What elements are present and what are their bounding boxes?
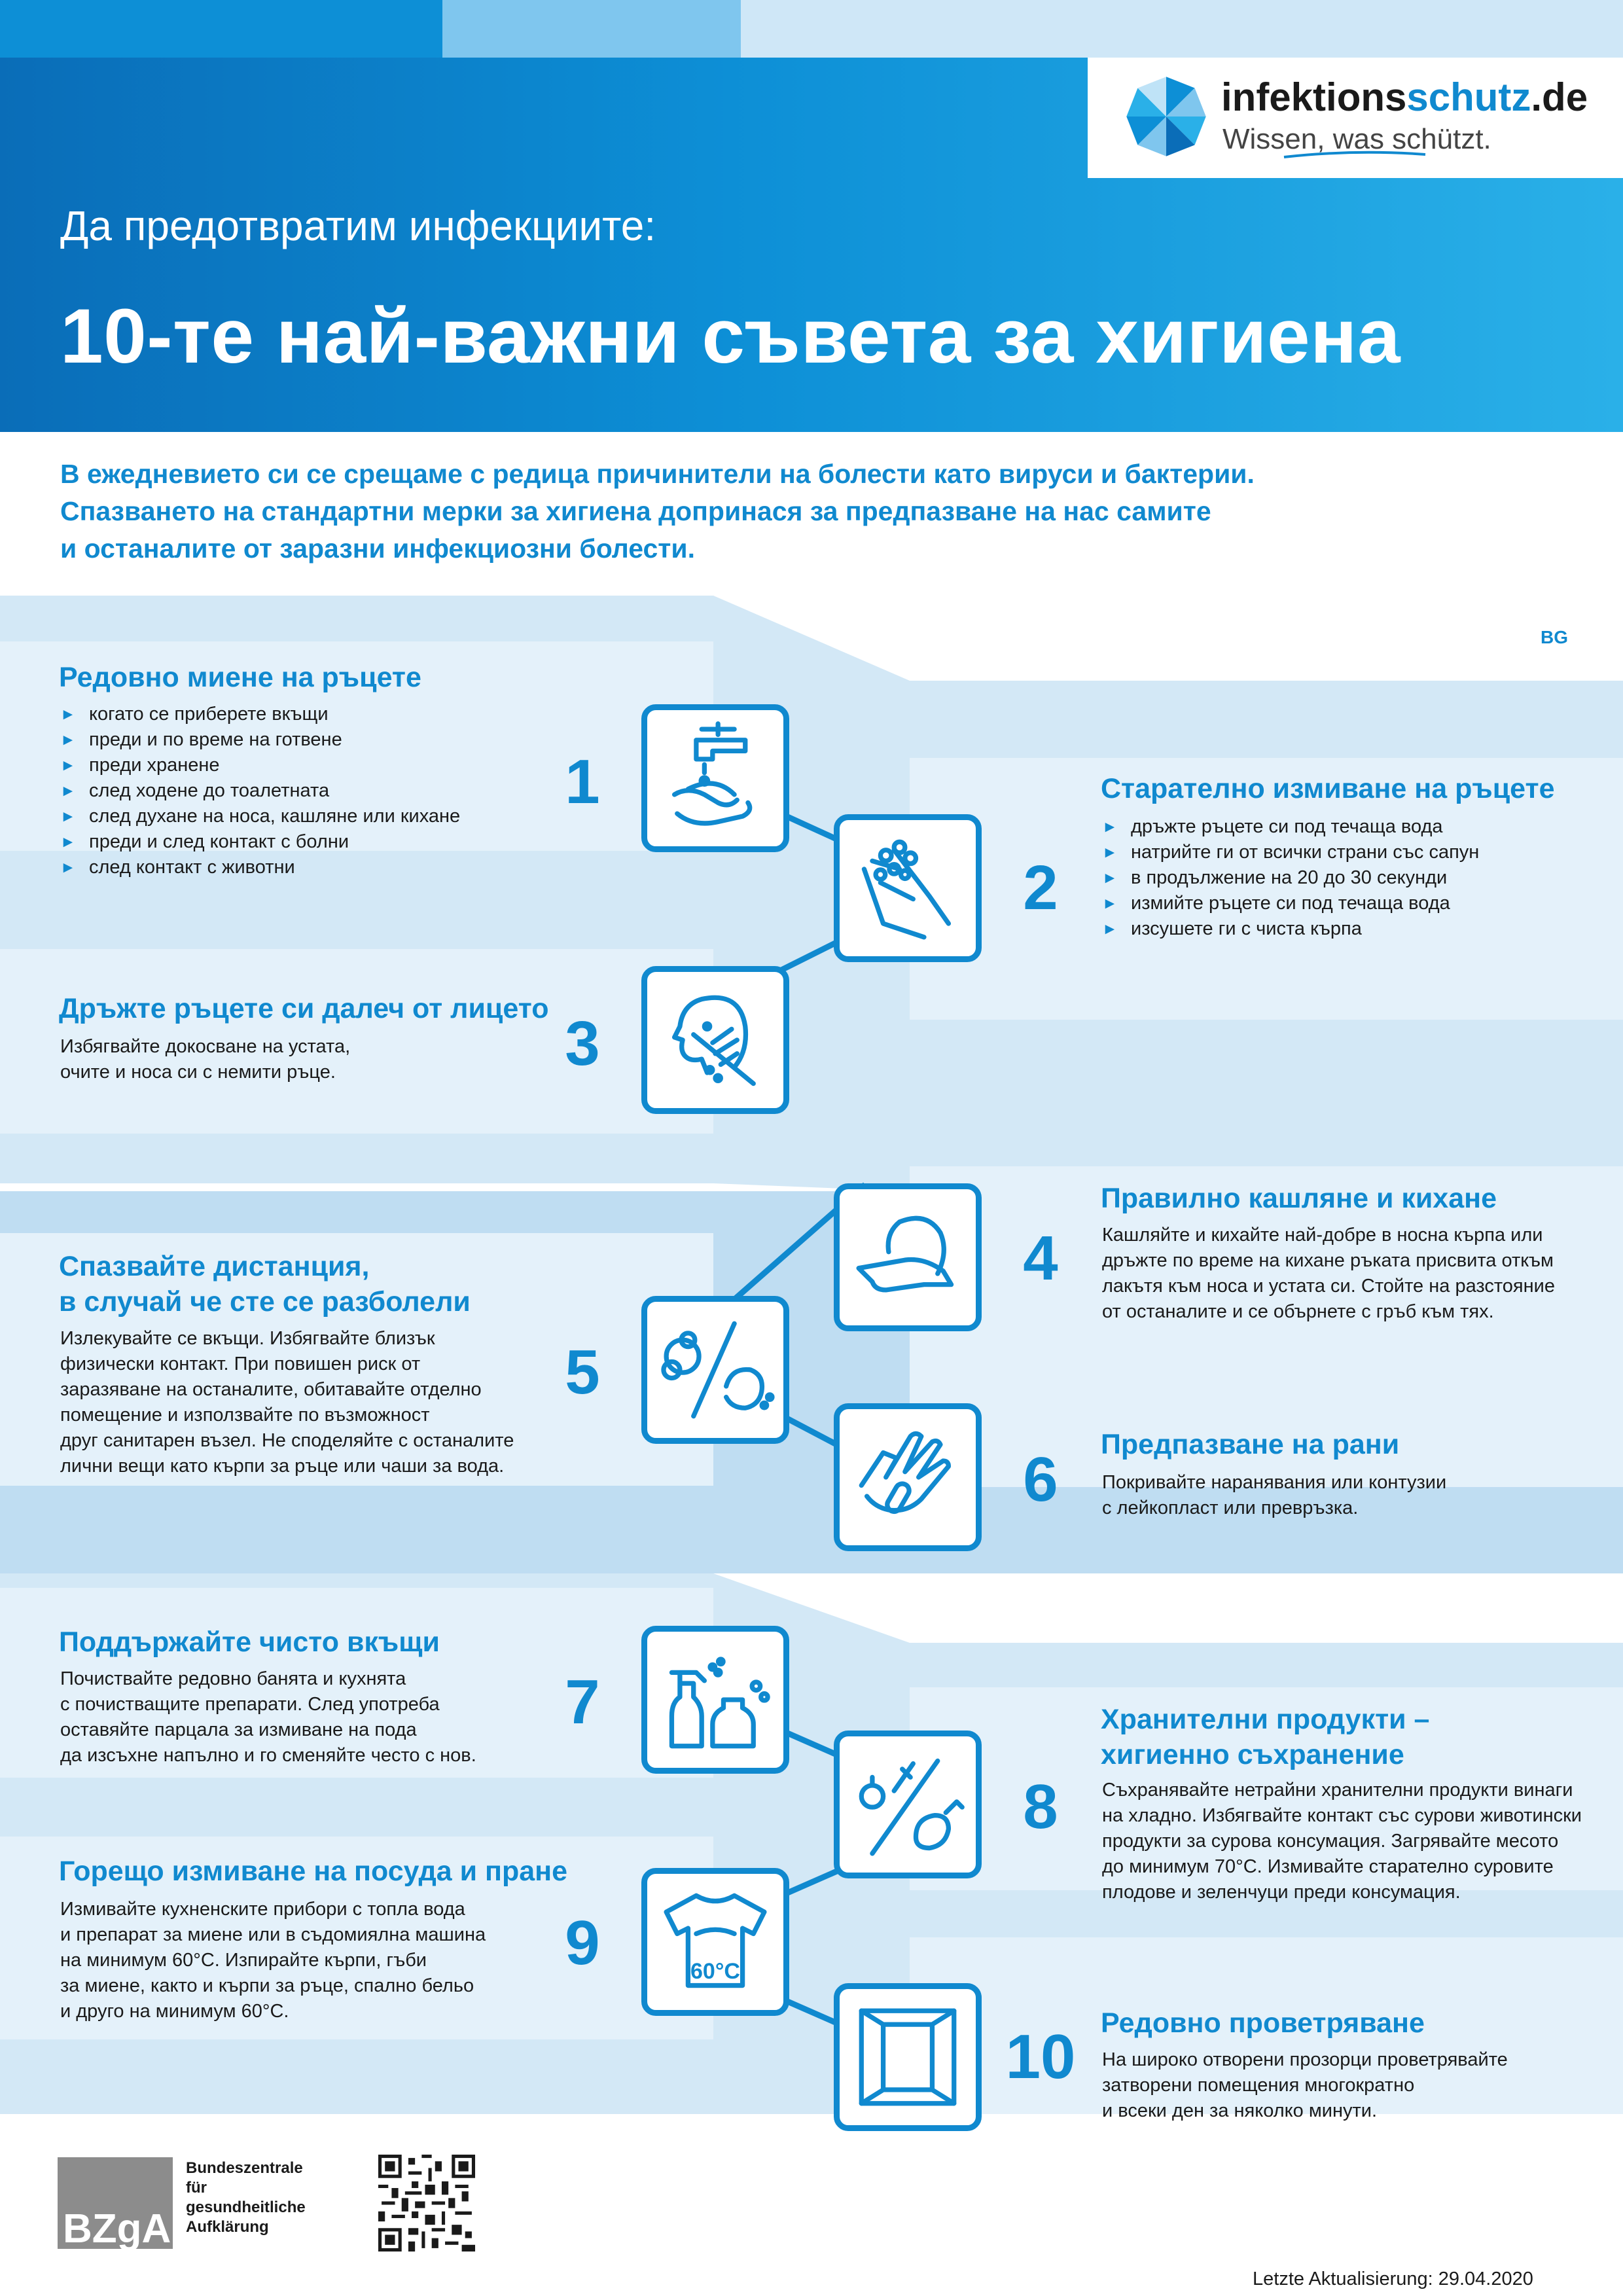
elbow-sneeze-icon [834,1183,982,1331]
top-stripe-dark [0,0,442,58]
tip-6-number: 6 [1023,1444,1058,1515]
tip-10-text: На широко отворени прозорци проветрявайте затворени помещения многократно и всеки ден за няколко минути. [1102,2049,1508,2121]
tip-8-title: Хранителни продукти – хигиенно съхранение [1101,1704,1430,1770]
list-item: ► преди и след контакт с болни [60,829,460,855]
list-item: ► преди и по време на готвене [60,727,460,753]
page-title: 10-те най-важни съвета за хигиена [60,293,1401,380]
list-item: ► след контакт с животни [60,855,460,880]
last-updated: Letzte Aktualisierung: 29.04.2020 [1253,2269,1533,2289]
tip-5-number: 5 [565,1337,600,1407]
list-item: ► натрийте ги от всички страни със сапун [1102,840,1479,865]
tip-7-number: 7 [565,1667,600,1737]
tip-5-title: Спазвайте дистанция, в случай че сте се разболели [59,1251,471,1318]
tip-9-number: 9 [565,1908,600,1978]
tip-4-title: Правилно кашляне и кихане [1101,1183,1497,1214]
qr-code[interactable] [378,2155,475,2251]
tip-10-title: Редовно проветряване [1101,2007,1425,2039]
list-item: ► след ходене до тоалетната [60,778,460,804]
list-item: ► когато се приберете вкъщи [60,702,460,727]
tip-6-title: Предпазване на рани [1101,1429,1400,1460]
tip-2-title: Старателно измиване на ръцете [1101,773,1555,804]
top-stripe-mid [442,0,741,58]
temperature-label: 60°C [690,1959,740,1984]
tip-6-text: Покривайте наранявания или контузии с лейкопласт или превръзка. [1102,1472,1447,1518]
tip-4-text: Кашляйте и кихайте най-добре в носна кърпа или дръжте по време на кихане ръката присвита откъм лакътя към носа и устата си. Стойте на разстояние от останалите и се обърнете с гръб към тях. [1102,1225,1555,1322]
list-item: ► дръжте ръцете си под течаща вода [1102,814,1479,840]
list-item: ► преди хранене [60,753,460,778]
tip-10-number: 10 [1005,2022,1076,2092]
no-face-touch-icon [641,966,789,1114]
tip-8-text: Съхранявайте нетрайни хранителни продукти винаги на хладно. Избягвайте контакт със сурови животински продукти за сурова консумация. Загрявайте месото до минимум 70°C. Измивайте старателно суровите плодове и зеленчуци преди консумация. [1102,1780,1582,1903]
language-code: BG [1541,627,1568,647]
bzga-logo-text: BZgA [63,2206,171,2251]
bandaged-hand-icon [834,1403,982,1551]
list-item: ► в продължение на 20 до 30 секунди [1102,865,1479,891]
list-item: ► след духане на носа, кашляне или кихане [60,804,460,829]
open-window-icon [834,1983,982,2131]
logo-wordmark: infektionsschutz.de [1221,75,1588,119]
tip-1-title: Редовно миене на ръцете [59,662,421,693]
tip-9-text: Измивайте кухненските прибори с топла вода и препарат за миене или в съдомиялна машина на минимум 60°C. Изпирайте кърпи, гъби за миене, както и кърпи за ръце, спално бельо и друго на минимум 60°C. [60,1899,486,2022]
tip-4-number: 4 [1023,1223,1058,1293]
tip-2-number: 2 [1023,853,1058,923]
tip-7-text: Почиствайте редовно банята и кухнята с почистващите препарати. След употреба оставяйте парцала за измиване на пода да изсъхне напълно и го сменяйте често с нов. [60,1668,476,1766]
faucet-handwash-icon [641,704,789,852]
food-separation-icon [834,1731,982,1878]
tip-3-number: 3 [565,1009,600,1079]
distance-icon [641,1296,789,1444]
tip-1-bullets [60,702,460,880]
logo-tagline: Wissen, was schützt. [1222,123,1491,155]
soapy-hands-icon [834,814,982,962]
cleaning-spray-icon [641,1626,789,1774]
list-item: ► изсушете ги с чиста кърпа [1102,916,1479,942]
umbrella-logo-icon [1123,73,1209,160]
tip-9-title: Горещо измиване на посуда и пране [59,1856,568,1887]
logo-underline [1283,148,1427,161]
tip-2-bullets [1102,814,1479,942]
top-stripe-light [741,0,1623,58]
intro-text: В ежедневието си се срещаме с редица причинители на болести като вируси и бактерии. Спазването на стандартни мерки за хигиена допринася за предпазване на нас самите и останалите от заразни инфекциозни болести. [60,459,1255,564]
tip-7-title: Поддържайте чисто вкъщи [59,1626,440,1658]
tip-5-text: Излекувайте се вкъщи. Избягвайте близък физически контакт. При повишен риск от заразяване на останалите, обитавайте отделно помещение и използвайте по възможност друг санитарен възел. Не споделяйте с останалите лични вещи като кърпи за ръце или чаши за вода. [60,1328,514,1477]
tip-8-number: 8 [1023,1772,1058,1842]
tip-1-number: 1 [565,747,600,817]
tip-3-title: Дръжте ръцете си далеч от лицето [59,993,549,1024]
bzga-name: Bundeszentrale für gesundheitliche Aufklärung [186,2159,306,2236]
list-item: ► измийте ръцете си под течаща вода [1102,891,1479,916]
tshirt-60-icon [641,1868,789,2016]
page-subtitle: Да предотвратим инфекциите: [60,202,656,249]
tip-3-text: Избягвайте докосване на устата, очите и носа си с немити ръце. [60,1036,351,1083]
